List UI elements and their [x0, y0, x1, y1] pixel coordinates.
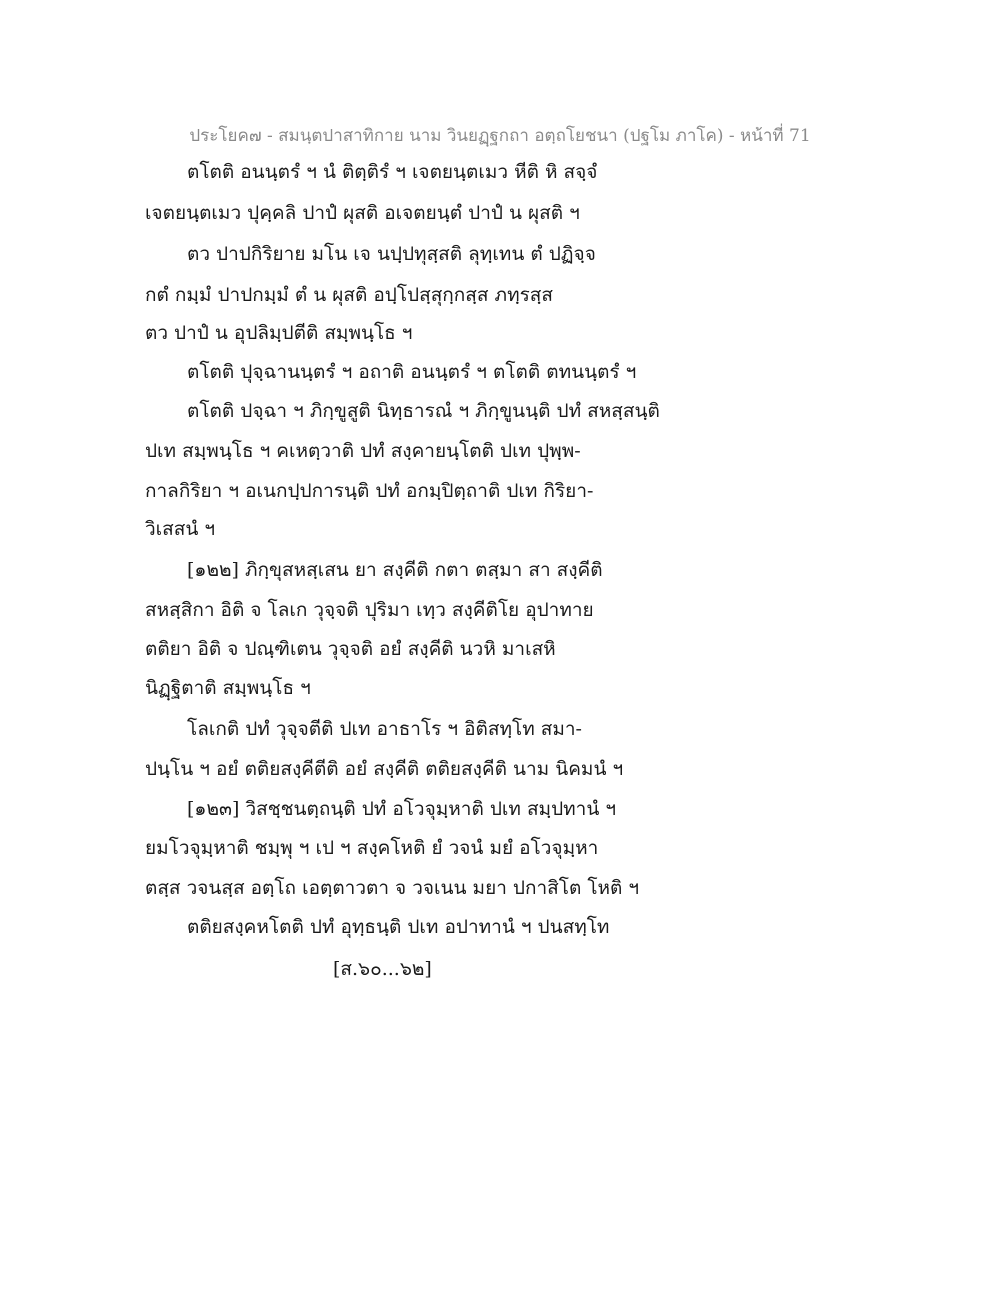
- text-line: ตโตติ ปุจฺฉานนฺตรํ ฯ อถาติ อนนฺตรํ ฯ ตโตติ ตทนนฺตรํ ฯ: [187, 361, 637, 383]
- text-line: นิฏฺฐิตาติ สมฺพนฺโธ ฯ: [145, 677, 311, 699]
- page-reference: [ส.๖๐...๖๒]: [333, 958, 432, 980]
- text-line: ยมโวจุมฺหาติ ชมฺพุ ฯ เป ฯ สงฺคโหติ ยํ วจนํ มยํ อโวจุมฺหา: [145, 837, 599, 859]
- text-line: สหสฺสิกา อิติ จ โลเก วุจฺจติ ปุริมา เทฺว สงฺคีติโย อุปาทาย: [145, 599, 594, 621]
- text-line: เจตยนฺตเมว ปุคฺคลิ ปาปํ ผุสติ อเจตยนฺตํ ปาปํ น ผุสติ ฯ: [145, 202, 580, 224]
- text-line: กตํ กมฺมํ ปาปกมฺมํ ตํ น ผุสติ อปฺโปสฺสุกฺกสฺส ภทฺรสฺส: [145, 284, 553, 306]
- text-line: กาลกิริยา ฯ อเนกปฺปการนฺติ ปทํ อกมฺปิตฺถาติ ปเท กิริยา-: [145, 480, 594, 502]
- text-line: ตโตติ อนนฺตรํ ฯ นํ ติตฺติรํ ฯ เจตยนฺตเมว หีติ หิ สจฺจํ: [187, 161, 598, 183]
- text-line: โลเกติ ปทํ วุจฺจตีติ ปเท อาธาโร ฯ อิติสทฺโท สมา-: [187, 718, 582, 740]
- text-line: ตว ปาปํ น อุปลิมฺปตีติ สมฺพนฺโธ ฯ: [145, 322, 413, 344]
- page-header: ประโยค๗ - สมนฺตปาสาทิกาย นาม วินยฏฺฐกถา อตฺถโยชนา (ปฐโม ภาโค) - หน้าที่ 71: [189, 126, 811, 146]
- text-line: [๑๒๒] ภิกฺขุสหสฺเสน ยา สงฺคีติ กตา ตสฺมา สา สงฺคีติ: [187, 559, 603, 581]
- text-line: [๑๒๓] วิสชฺชนตฺถนฺติ ปทํ อโวจุมฺหาติ ปเท สมฺปทานํ ฯ: [187, 798, 617, 820]
- text-line: ตว ปาปกิริยาย มโน เจ นปฺปทุสฺสติ ลุทฺเทน ตํ ปฏิจฺจ: [187, 243, 596, 265]
- text-line: ตสฺส วจนสฺส อตฺโถ เอตฺตาวตา จ วจเนน มยา ปกาสิโต โหติ ฯ: [145, 877, 640, 899]
- text-line: ปนฺโน ฯ อยํ ตติยสงฺคีตีติ อยํ สงฺคีติ ตติยสงฺคีติ นาม นิคมนํ ฯ: [145, 758, 624, 780]
- text-line: ตติยา อิติ จ ปณฺฑิเตน วุจฺจติ อยํ สงฺคีติ นวหิ มาเสหิ: [145, 638, 556, 660]
- text-line: วิเสสนํ ฯ: [145, 518, 216, 540]
- text-line: ตโตติ ปจฺฉา ฯ ภิกฺขูสูติ นิทฺธารณํ ฯ ภิกฺขูนนฺติ ปทํ สหสฺสนฺติ: [187, 400, 660, 422]
- text-line: ตติยสงฺคหโตติ ปทํ อุทฺธนฺติ ปเท อปาทานํ ฯ ปนสทฺโท: [187, 916, 610, 938]
- text-line: ปเท สมฺพนฺโธ ฯ คเหตฺวาติ ปทํ สงฺคายนฺโตติ ปเท ปุพฺพ-: [145, 440, 581, 462]
